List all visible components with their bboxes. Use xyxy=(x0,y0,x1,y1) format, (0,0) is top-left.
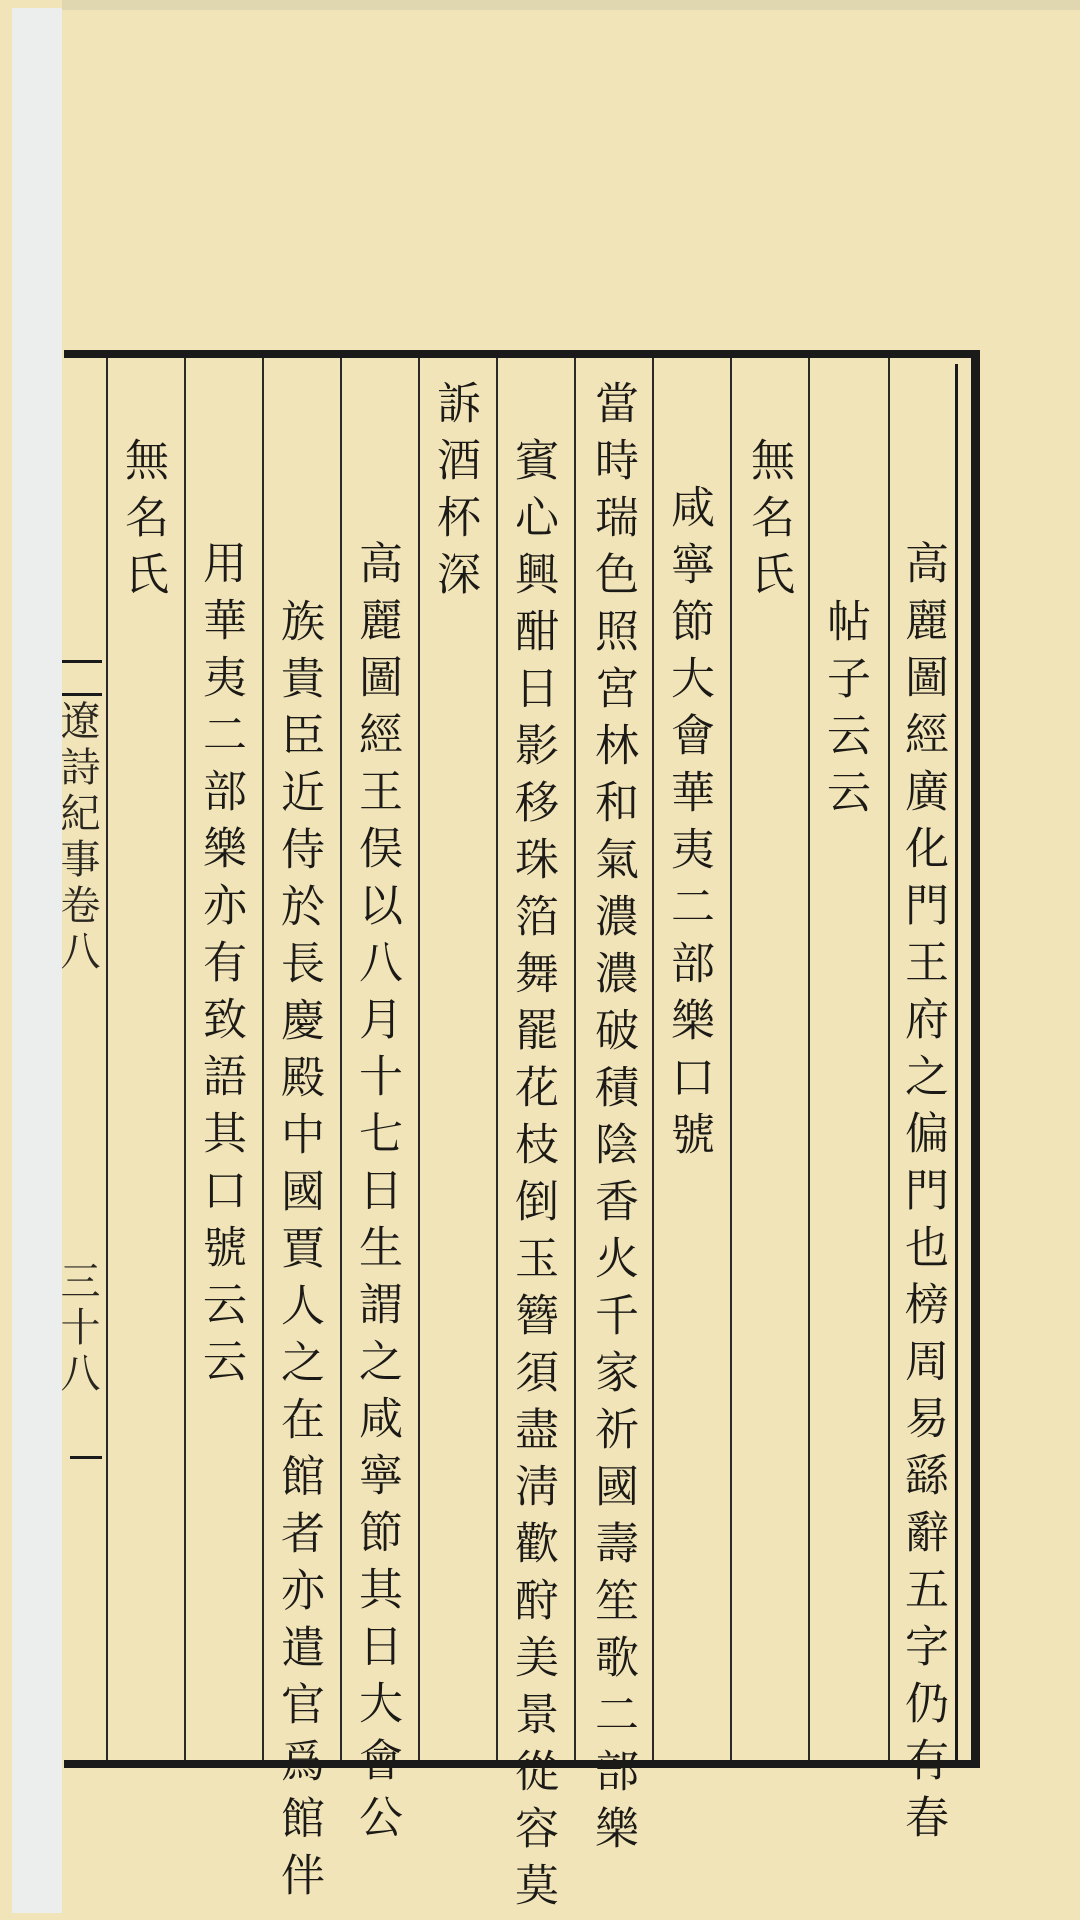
text-column: 咸寧節大會華夷二部樂口號 xyxy=(663,484,714,1168)
column-rule xyxy=(574,358,576,1760)
text-column: 高麗圖經廣化門王府之偏門也榜周易繇辭五字仍有春 xyxy=(897,540,948,1851)
frame-inner-rule xyxy=(955,364,958,1760)
text-column: 當時瑞色照宮林和氣濃濃破積陰香火千家祈國壽笙歌二部樂 xyxy=(587,380,638,1862)
column-rule xyxy=(652,358,654,1760)
column-rule xyxy=(730,358,732,1760)
text-column: 族貴臣近侍於長慶殿中國賈人之在館者亦遣官爲館伴 xyxy=(273,598,324,1909)
column-rule xyxy=(418,358,420,1760)
column-rule xyxy=(262,358,264,1760)
column-rule xyxy=(888,358,890,1760)
column-rule xyxy=(808,358,810,1760)
column-rule xyxy=(496,358,498,1760)
text-column: 高麗圖經王俣以八月十七日生謂之咸寧節其日大會公 xyxy=(351,540,402,1851)
column-rule xyxy=(184,358,186,1760)
fishtail-mark xyxy=(62,660,102,696)
text-column: 賓心興酣日影移珠箔舞罷花枝倒玉簪須盡淸歡酧美景從容莫 xyxy=(507,437,558,1919)
spine-title: 遼詩紀事卷八 xyxy=(54,700,100,976)
spine-tick xyxy=(70,1456,102,1459)
page-number: 三十八 xyxy=(54,1260,100,1398)
page-top-edge xyxy=(62,0,1080,10)
text-column: 無名氏 xyxy=(743,437,794,608)
text-column: 無名氏 xyxy=(117,437,168,608)
text-column: 訴酒杯深 xyxy=(429,380,480,608)
column-rule xyxy=(106,358,108,1760)
text-column: 用華夷二部樂亦有致語其口號云云 xyxy=(195,540,246,1395)
text-column: 帖子云云 xyxy=(819,598,870,826)
column-rule xyxy=(340,358,342,1760)
